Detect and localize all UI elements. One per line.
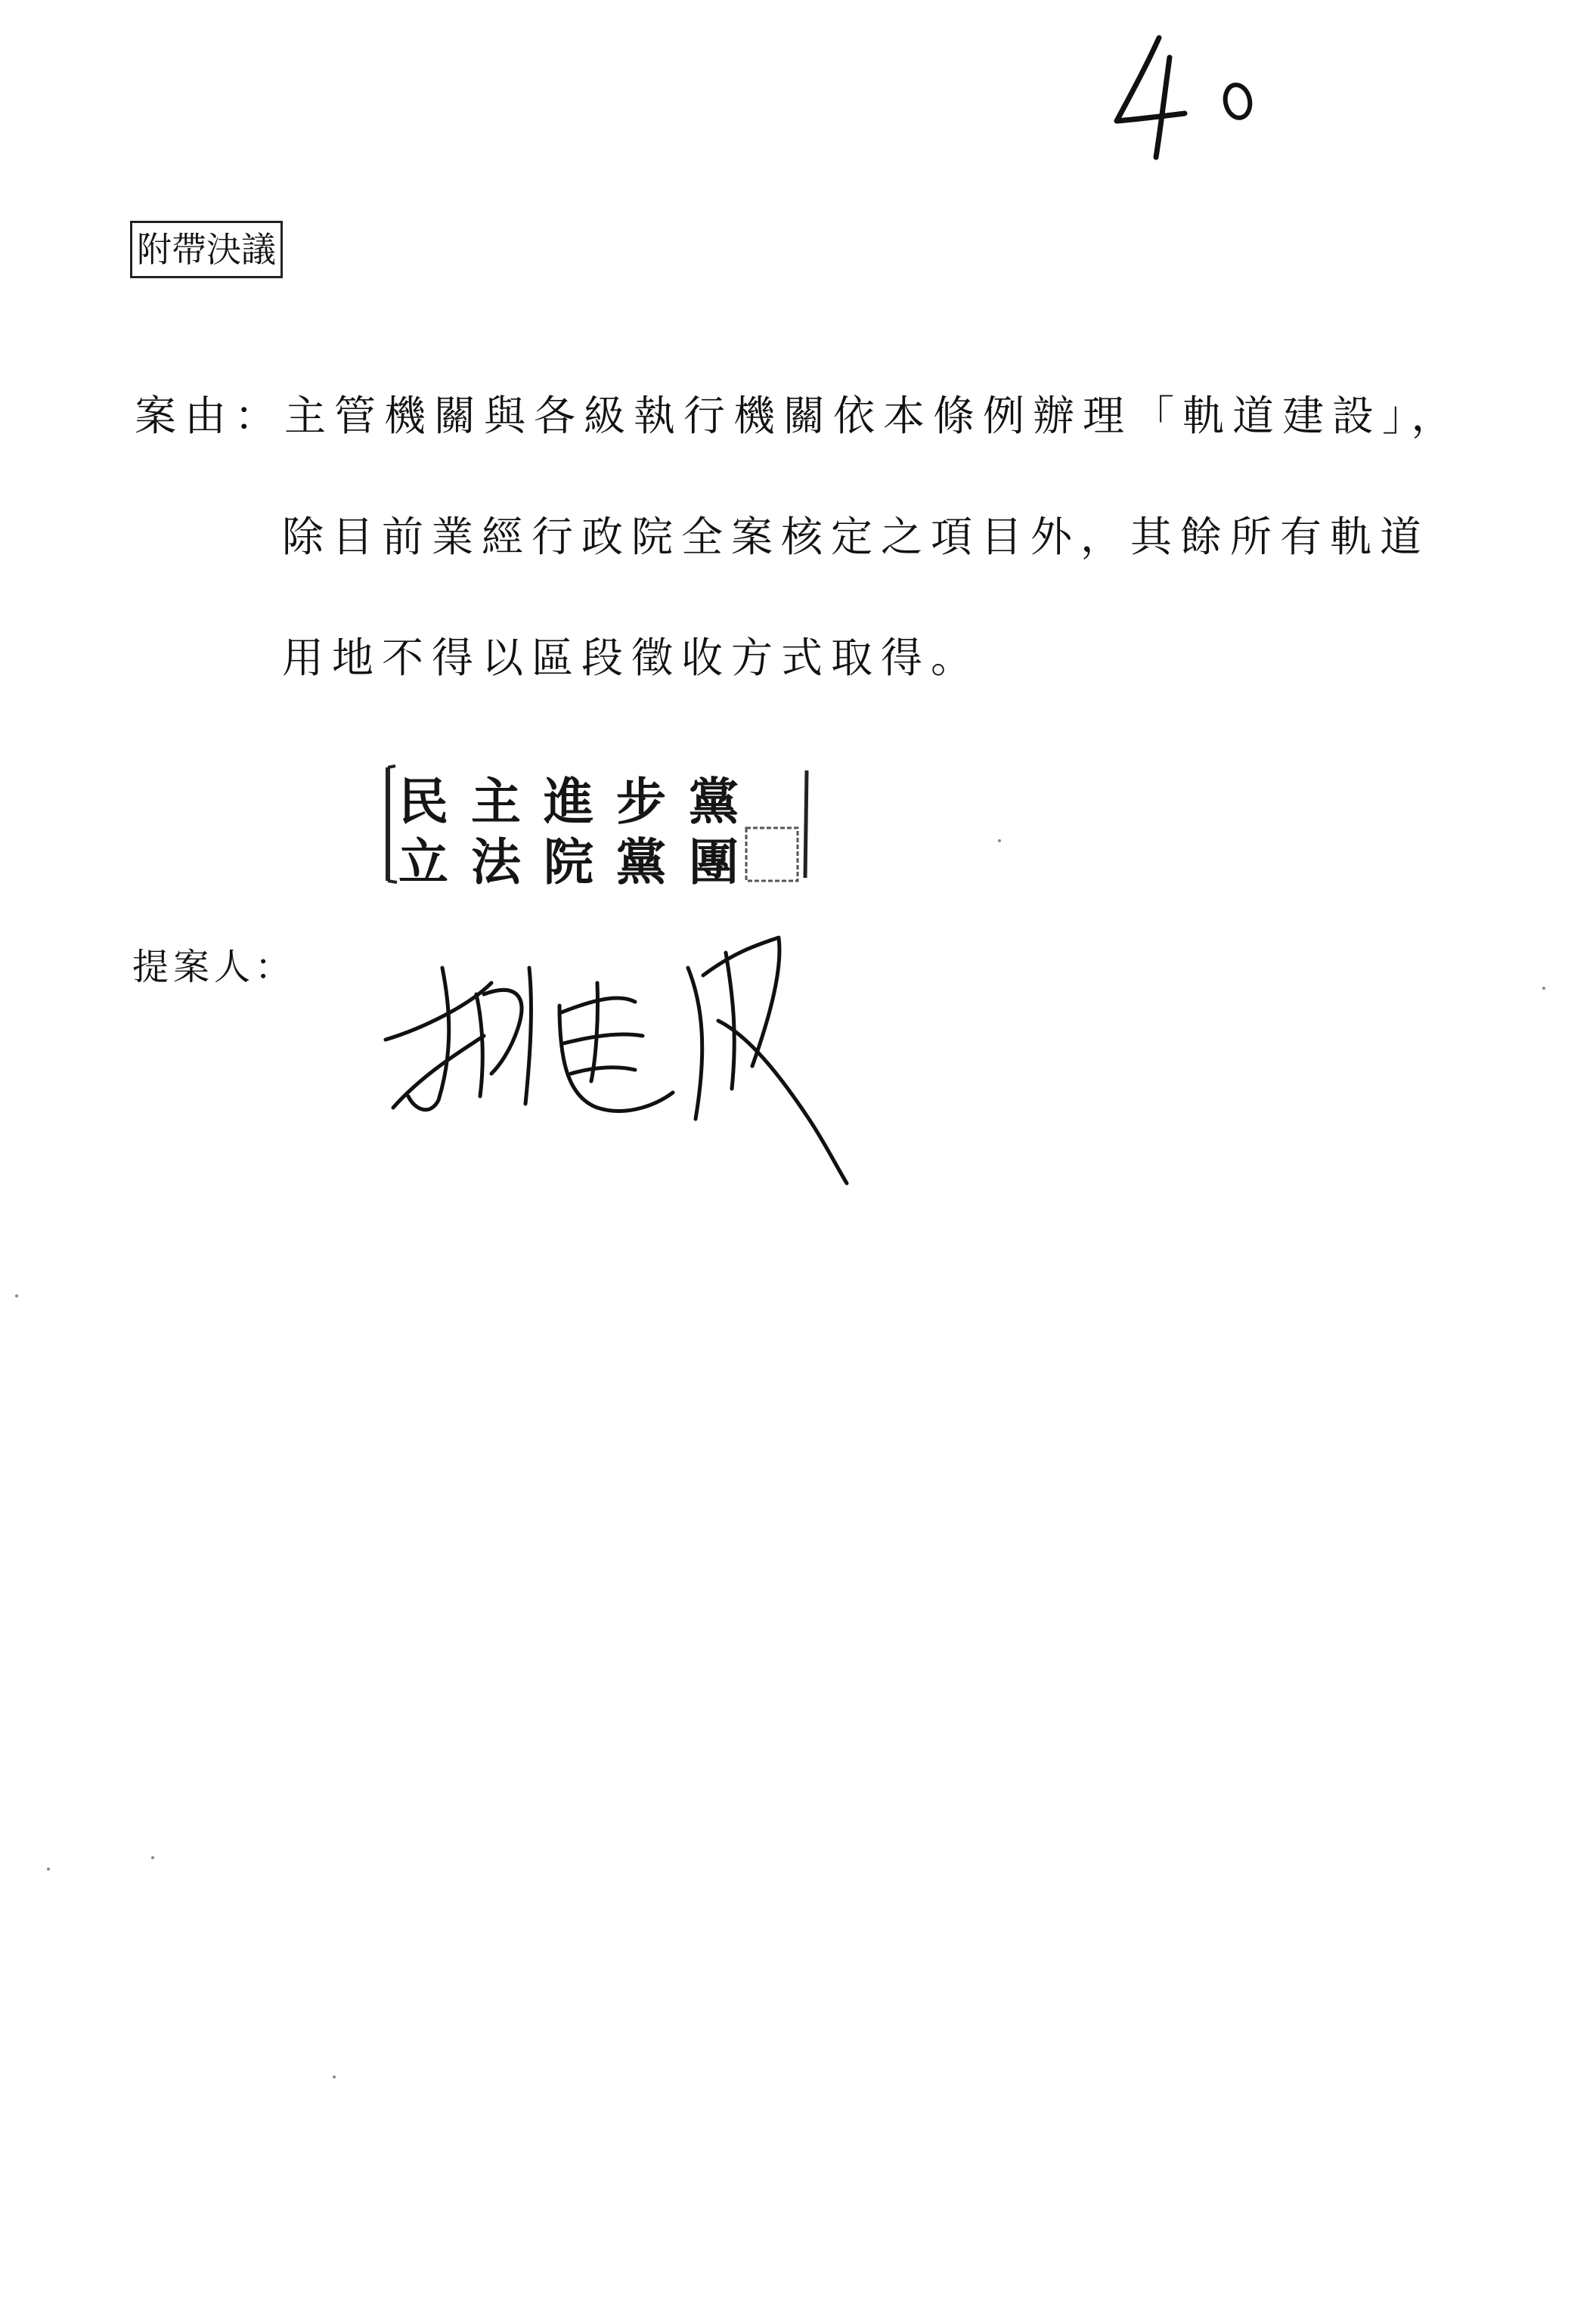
reason-label: 案由： xyxy=(135,392,285,440)
scan-speck xyxy=(1542,987,1545,990)
reason-block xyxy=(135,355,1480,718)
page-number-drawing xyxy=(1100,23,1297,174)
stamp-line-1: 民主進步黨 xyxy=(398,772,761,831)
reason-line-2: 除目前業經行政院全案核定之項目外，其餘所有軌道 xyxy=(282,513,1430,561)
reason-row-1 xyxy=(135,355,1480,476)
scan-speck xyxy=(151,1856,154,1859)
resolution-tag: 附帶決議 xyxy=(130,221,283,278)
signature-drawing xyxy=(370,922,869,1210)
party-caucus-stamp xyxy=(382,760,813,891)
handwritten-page-number xyxy=(1100,23,1297,174)
scan-speck xyxy=(47,1868,50,1871)
stamp-line-2: 立法院黨團 xyxy=(398,832,761,891)
proposer-label: 提案人： xyxy=(132,946,296,988)
proposer-signature xyxy=(370,922,869,1210)
reason-line-3: 用地不得以區段徵收方式取得。 xyxy=(282,634,981,682)
reason-line-1: 主管機關與各級執行機關依本條例辦理「軌道建設」， xyxy=(284,392,1461,440)
scan-speck xyxy=(333,2075,336,2078)
scan-speck xyxy=(998,839,1001,842)
scan-speck xyxy=(15,1294,18,1297)
